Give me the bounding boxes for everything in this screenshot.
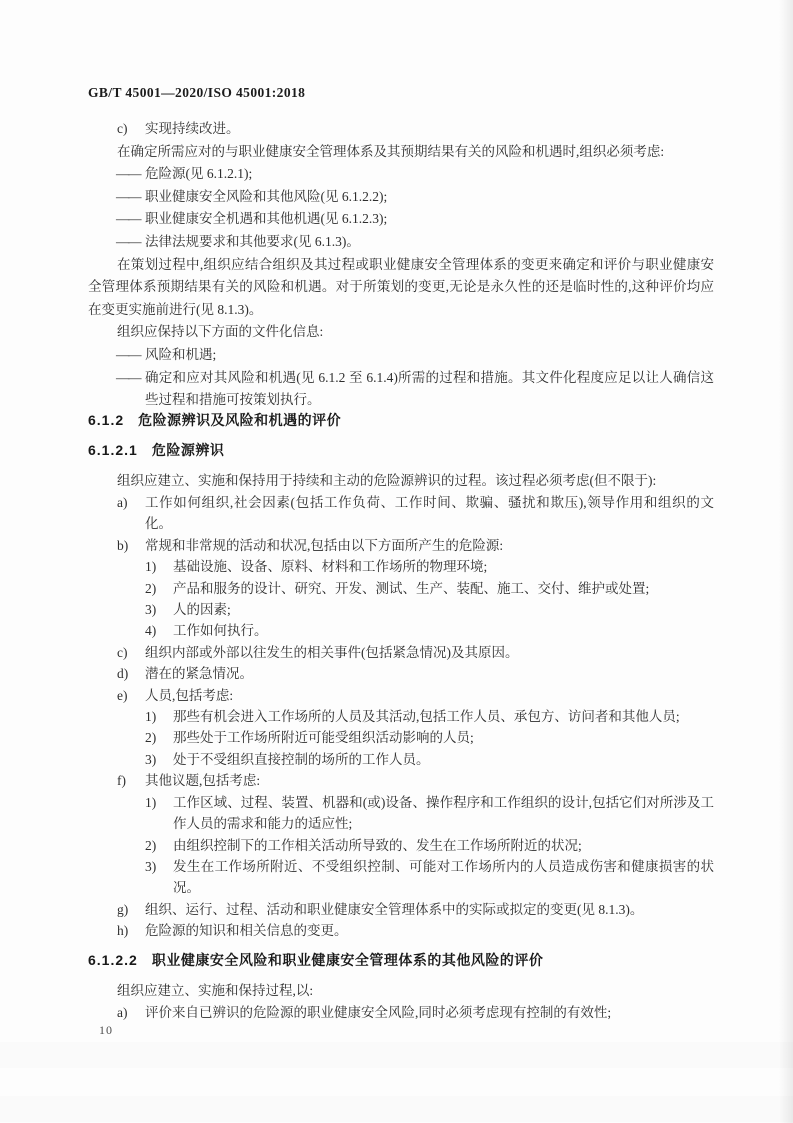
list-item-marker: c) bbox=[117, 121, 128, 136]
list-item-marker: 3) bbox=[145, 751, 157, 767]
list-item-text: 评价来自已辨识的危险源的职业健康安全风险,同时必须考虑现有控制的有效性; bbox=[145, 1005, 612, 1020]
clause-heading-612 bbox=[88, 410, 714, 430]
list-item-marker: h) bbox=[117, 923, 129, 939]
dash-list-item bbox=[88, 367, 714, 412]
list-item-h bbox=[88, 920, 714, 941]
clause-title: 危险源辨识 bbox=[151, 442, 225, 458]
dash-marker: —— bbox=[116, 166, 140, 182]
list-item-marker: c) bbox=[117, 644, 128, 660]
dash-item-text: 职业健康安全风险和其他风险(见 6.1.2.2); bbox=[145, 188, 388, 204]
clause-heading-6121 bbox=[88, 440, 714, 460]
list-item-marker: 2) bbox=[145, 580, 157, 596]
list-item-marker: a) bbox=[117, 1005, 128, 1020]
list-item-marker: d) bbox=[117, 666, 129, 682]
clause-heading-6122 bbox=[88, 950, 714, 970]
dash-item-text: 风险和机遇; bbox=[145, 346, 217, 362]
dash-list-item bbox=[88, 163, 714, 186]
list-item-text: 由组织控制下的工作相关活动所导致的、发生在工作场所附近的状况; bbox=[173, 837, 582, 853]
sub-list-item-1 bbox=[88, 556, 714, 577]
dash-marker: —— bbox=[116, 346, 140, 362]
running-header: GB/T 45001—2020/ISO 45001:2018 bbox=[88, 85, 306, 100]
scan-artifact bbox=[0, 1096, 793, 1122]
list-item-c bbox=[88, 642, 714, 663]
list-item-marker: f) bbox=[117, 773, 126, 789]
list-item-text: 组织内部或外部以往发生的相关事件(包括紧急情况)及其原因。 bbox=[145, 644, 519, 660]
list-item-text: 其他议题,包括考虑: bbox=[145, 773, 261, 789]
list-item-a bbox=[88, 1002, 714, 1023]
paragraph: 组织应建立、实施和保持过程,以: bbox=[117, 983, 314, 998]
dash-item-text: 法律法规要求和其他要求(见 6.1.3)。 bbox=[145, 233, 360, 249]
sub-list-item-1 bbox=[88, 792, 714, 835]
list-item-text: 潜在的紧急情况。 bbox=[145, 666, 253, 682]
list-item-marker: 3) bbox=[145, 602, 157, 618]
clause-number: 6.1.2.2 bbox=[88, 952, 138, 968]
dash-marker: —— bbox=[116, 369, 140, 385]
dash-marker: —— bbox=[116, 211, 140, 227]
dash-marker: —— bbox=[116, 233, 140, 249]
scan-artifact bbox=[0, 1042, 793, 1068]
list-item-text: 那些处于工作场所附近可能受组织活动影响的人员; bbox=[173, 730, 474, 746]
clause-6121-intro bbox=[88, 470, 714, 492]
list-item-text: 常规和非常规的活动和状况,包括由以下方面所产生的危险源: bbox=[145, 537, 504, 553]
dash-list-item bbox=[88, 231, 714, 254]
paragraph: 在策划过程中,组织应结合组织及其过程或职业健康安全管理体系的变更来确定和评价与职业健康安全管理体系预期结果有关的风险和机遇。对于所策划的变更,无论是永久性的还是临时性的,这种评价均应在变更实施前进行(见 8.1.3)。 bbox=[88, 256, 714, 317]
list-item-e bbox=[88, 685, 714, 706]
list-item-b bbox=[88, 535, 714, 556]
list-item-marker: e) bbox=[117, 687, 128, 703]
list-item-marker: 1) bbox=[145, 794, 157, 810]
list-item-text: 发生在工作场所附近、不受组织控制、可能对工作场所内的人员造成伤害和健康损害的状况。 bbox=[173, 858, 714, 896]
dash-item-text: 危险源(见 6.1.2.1); bbox=[145, 166, 253, 182]
list-item-text: 基础设施、设备、原料、材料和工作场所的物理环境; bbox=[173, 559, 488, 575]
sub-list-item-2 bbox=[88, 835, 714, 856]
list-item-c bbox=[88, 118, 714, 141]
list-item-d bbox=[88, 663, 714, 684]
page-number: 10 bbox=[99, 1023, 113, 1037]
list-item-text: 实现持续改进。 bbox=[145, 121, 240, 136]
list-item-marker: b) bbox=[117, 537, 129, 553]
list-item-text: 处于不受组织直接控制的场所的工作人员。 bbox=[173, 751, 430, 767]
dash-item-text: 确定和应对其风险和机遇(见 6.1.2 至 6.1.4)所需的过程和措施。其文件化程度应足以让人确信这些过程和措施可按策划执行。 bbox=[145, 369, 714, 408]
clause-number: 6.1.2.1 bbox=[88, 442, 138, 458]
sub-list-item-3 bbox=[88, 599, 714, 620]
paragraph: 组织应建立、实施和保持用于持续和主动的危险源辨识的过程。该过程必须考虑(但不限于): bbox=[117, 473, 657, 488]
list-item-marker: g) bbox=[117, 901, 129, 917]
list-item-text: 人的因素; bbox=[173, 602, 231, 618]
list-item-a bbox=[88, 492, 714, 535]
clause-6121-list bbox=[88, 492, 714, 942]
scan-edge-shadow bbox=[779, 0, 793, 1123]
paragraph: 组织应保持以下方面的文件化信息: bbox=[117, 324, 324, 340]
list-item-marker: 2) bbox=[145, 730, 157, 746]
sub-list-item-4 bbox=[88, 620, 714, 641]
clause-title: 职业健康安全风险和职业健康安全管理体系的其他风险的评价 bbox=[151, 952, 544, 968]
sub-list-item-2 bbox=[88, 727, 714, 748]
list-item-marker: 1) bbox=[145, 559, 157, 575]
dash-list-item bbox=[88, 344, 714, 367]
clause-6122-intro bbox=[88, 980, 714, 1002]
sub-list-item-3 bbox=[88, 856, 714, 899]
list-item-text: 工作如何执行。 bbox=[173, 623, 268, 639]
list-item-text: 产品和服务的设计、研究、开发、测试、生产、装配、施工、交付、维护或处置; bbox=[173, 580, 650, 596]
list-item-f bbox=[88, 770, 714, 791]
list-item-marker: a) bbox=[117, 495, 128, 510]
sub-list-item-3 bbox=[88, 749, 714, 770]
list-item-text: 组织、运行、过程、活动和职业健康安全管理体系中的实际或拟定的变更(见 8.1.3)。 bbox=[145, 901, 644, 917]
clause-number: 6.1.2 bbox=[88, 412, 125, 428]
dash-list-item bbox=[88, 186, 714, 209]
paragraph: 在确定所需应对的与职业健康安全管理体系及其预期结果有关的风险和机遇时,组织必须考虑: bbox=[117, 143, 665, 159]
list-item-text: 危险源的知识和相关信息的变更。 bbox=[145, 923, 348, 939]
dash-marker: —— bbox=[116, 188, 140, 204]
list-item-marker: 3) bbox=[145, 858, 157, 874]
sub-list-item-2 bbox=[88, 578, 714, 599]
list-item-marker: 1) bbox=[145, 709, 157, 725]
dash-item-text: 职业健康安全机遇和其他机遇(见 6.1.2.3); bbox=[145, 211, 388, 227]
list-item-text: 工作区域、过程、装置、机器和(或)设备、操作程序和工作组织的设计,包括它们对所涉及工作人员的需求和能力的适应性; bbox=[173, 794, 714, 832]
list-item-marker: 2) bbox=[145, 837, 157, 853]
clause-6122-list bbox=[88, 1002, 714, 1023]
list-item-text: 工作如何组织,社会因素(包括工作负荷、工作时间、欺骗、骚扰和欺压),领导作用和组织的文化。 bbox=[145, 495, 714, 532]
clause-611-content bbox=[88, 118, 714, 412]
dash-list-item bbox=[88, 208, 714, 231]
list-item-g bbox=[88, 899, 714, 920]
list-item-marker: 4) bbox=[145, 623, 157, 639]
sub-list-item-1 bbox=[88, 706, 714, 727]
list-item-text: 那些有机会进入工作场所的人员及其活动,包括工作人员、承包方、访问者和其他人员; bbox=[173, 709, 680, 725]
list-item-text: 人员,包括考虑: bbox=[145, 687, 234, 703]
clause-title: 危险源辨识及风险和机遇的评价 bbox=[138, 412, 342, 428]
